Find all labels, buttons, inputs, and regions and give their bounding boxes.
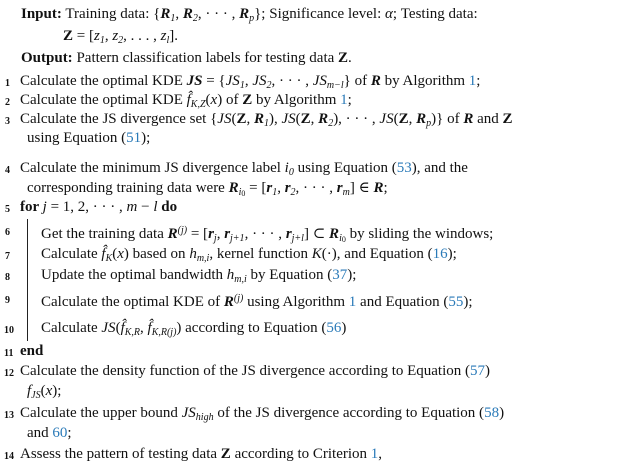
line-text (41, 294, 473, 310)
text-segment: = { (202, 73, 226, 89)
text-segment: Calculate the optimal KDE (20, 73, 187, 89)
text-segment: by Algorithm (380, 73, 469, 89)
text-segment: }; Significance level: (254, 6, 386, 22)
text-segment: JS (281, 111, 296, 127)
text-segment: Z (63, 28, 74, 44)
line-text (27, 130, 150, 146)
text-segment: )} of (431, 111, 464, 127)
text-segment: = [ (187, 226, 209, 242)
text-segment: end (20, 343, 44, 359)
reference-link[interactable]: 53 (396, 160, 412, 176)
text-segment: , · · · , (271, 73, 313, 89)
text-segment: using Algorithm (243, 294, 349, 310)
text-segment: r (224, 226, 231, 242)
text-segment: R (167, 226, 178, 242)
text-segment: p (249, 13, 255, 24)
text-segment: , (408, 111, 417, 127)
text-segment: , (175, 6, 183, 22)
line-text (21, 6, 478, 22)
text-segment: z (160, 28, 167, 44)
algorithm-line-13-continuation (27, 425, 72, 442)
text-segment: do (157, 199, 178, 215)
text-segment: ( (231, 111, 237, 127)
algorithm-line-4 (5, 160, 468, 181)
text-segment: z (93, 28, 100, 44)
text-segment: ] ∈ (349, 180, 374, 196)
reference-link[interactable]: 58 (484, 405, 500, 421)
text-segment: α (385, 6, 393, 22)
text-segment: R (253, 111, 264, 127)
line-text (41, 320, 346, 336)
line-text (27, 383, 61, 399)
text-segment: , (378, 446, 383, 462)
text-segment: according to Criterion (230, 446, 371, 462)
text-segment: 0 (341, 235, 346, 244)
text-segment: 1 (272, 187, 278, 198)
text-segment: r (336, 180, 343, 196)
text-segment: Update the optimal bandwidth (41, 267, 227, 283)
line-number: 8 (5, 272, 10, 283)
text-segment: Output: (21, 50, 73, 66)
text-segment: (j) (233, 293, 244, 304)
text-segment: ] ⊂ (303, 226, 330, 242)
text-segment: ); (141, 130, 151, 146)
text-segment: Calculate the density function of the JS divergence according to Equation ( (20, 363, 471, 379)
text-segment: f̂ (101, 246, 106, 262)
text-segment: and (27, 425, 53, 441)
text-segment: JS (101, 320, 116, 336)
text-segment: Z (502, 111, 513, 127)
algorithm-line-3-continuation (27, 130, 150, 147)
text-segment: , (140, 320, 148, 336)
text-segment: 0 (288, 167, 294, 178)
text-segment: , (104, 28, 113, 44)
text-segment: 2 (290, 187, 296, 198)
algorithm-input-continuation (63, 28, 178, 49)
text-segment: m (342, 187, 350, 198)
text-segment: 1 (239, 80, 245, 91)
text-segment: JS (312, 73, 327, 89)
text-segment: (·), and Equation ( (321, 246, 433, 262)
line-number: 10 (4, 325, 14, 336)
algorithm-line-3 (5, 111, 513, 132)
text-segment: ]. (169, 28, 179, 44)
text-segment: j+1 (230, 233, 245, 244)
line-number: 9 (5, 295, 10, 306)
text-segment: JS (217, 111, 232, 127)
text-segment: ); (447, 246, 457, 262)
text-segment: f̂ (186, 92, 191, 108)
line-text (20, 92, 352, 108)
text-segment: ) (499, 405, 505, 421)
reference-link[interactable]: 1 (370, 446, 379, 462)
text-segment: using Equation ( (27, 130, 127, 146)
text-segment: i (284, 160, 289, 176)
text-segment: R (370, 73, 381, 89)
line-text (20, 446, 382, 462)
text-segment: f (27, 383, 32, 399)
line-text (20, 111, 513, 127)
line-number: 2 (5, 97, 10, 108)
text-segment: ); (347, 267, 357, 283)
text-segment: ; (67, 425, 72, 441)
text-segment: Get the training data (41, 226, 168, 242)
algorithm-line-12-continuation (27, 383, 61, 404)
text-segment: 2 (192, 13, 198, 24)
text-segment: by Equation ( (246, 267, 333, 283)
reference-link[interactable]: 51 (126, 130, 142, 146)
line-number: 4 (5, 165, 10, 176)
text-segment: , · · · , (197, 6, 240, 22)
text-segment: , (277, 180, 285, 196)
text-segment: Calculate the optimal KDE of (41, 294, 224, 310)
text-segment: , (310, 111, 319, 127)
line-text (20, 363, 490, 379)
text-segment: K,R(j) (151, 327, 177, 338)
algorithm-output (21, 50, 352, 67)
line-number: 13 (4, 410, 14, 421)
text-segment: ; (476, 73, 481, 89)
text-segment: ; (383, 180, 388, 196)
text-segment: ( (115, 320, 121, 336)
text-segment: z (112, 28, 119, 44)
algorithm-line-1 (5, 73, 481, 94)
text-segment: Calculate (41, 320, 102, 336)
text-segment: 2 (118, 35, 124, 46)
text-segment: ; Testing data: (392, 6, 478, 22)
text-segment: Z (300, 111, 311, 127)
text-segment: (j) (177, 225, 188, 236)
text-segment: of the JS divergence according to Equation ( (213, 405, 485, 421)
text-segment: K (311, 246, 322, 262)
line-number: 1 (5, 78, 10, 89)
line-text (63, 28, 178, 44)
algorithm-input (21, 6, 478, 27)
reference-link[interactable]: 37 (332, 267, 348, 283)
text-segment: ) of (217, 92, 243, 108)
reference-link[interactable]: 55 (448, 294, 464, 310)
text-segment: ( (393, 111, 399, 127)
reference-link[interactable]: 1 (340, 92, 348, 108)
text-segment: Calculate the upper bound (20, 405, 182, 421)
algorithm-line-7 (5, 246, 457, 267)
text-segment: K,R (124, 327, 141, 338)
text-segment: j (213, 233, 217, 244)
text-segment: K,Z (190, 99, 206, 110)
text-segment: JS (252, 73, 267, 89)
text-segment: ); (463, 294, 473, 310)
reference-link[interactable]: 57 (470, 363, 486, 379)
text-segment: for (20, 199, 43, 215)
text-segment: R (228, 180, 239, 196)
line-text (27, 180, 388, 196)
text-segment: R (416, 111, 427, 127)
text-segment: x (45, 383, 53, 399)
text-segment: m (126, 199, 138, 215)
line-text (20, 199, 177, 215)
text-segment: f̂ (147, 320, 152, 336)
text-segment: , (216, 226, 225, 242)
line-text (20, 73, 480, 89)
line-text (20, 343, 43, 359)
algorithm-line-8 (5, 267, 357, 288)
line-number: 7 (5, 251, 10, 262)
text-segment: m,i (196, 253, 210, 264)
text-segment: by sliding the windows; (345, 226, 494, 242)
text-segment: JS (225, 73, 240, 89)
algorithm-line-14 (4, 446, 383, 463)
text-segment: . (348, 50, 352, 66)
text-segment: h (189, 246, 197, 262)
text-segment: Assess the pattern of testing data (20, 446, 221, 462)
text-segment: R (329, 226, 340, 242)
text-segment: Calculate the JS divergence set { (20, 111, 218, 127)
algorithm-line-11 (4, 343, 44, 360)
algorithm-line-9 (5, 290, 473, 311)
text-segment: 1 (99, 35, 105, 46)
text-segment: x (210, 92, 218, 108)
algorithm-line-5 (5, 199, 178, 216)
algorithm-line-10 (4, 320, 347, 341)
text-segment: ), and the (411, 160, 468, 176)
line-number: 3 (5, 116, 10, 127)
text-segment: r (266, 180, 273, 196)
text-segment: x (117, 246, 124, 262)
text-segment: and (473, 111, 503, 127)
text-segment: j (42, 199, 47, 215)
algorithm-line-2 (5, 92, 352, 113)
text-segment: i (238, 187, 242, 198)
text-segment: ) based on (123, 246, 190, 262)
text-segment: Z (398, 111, 409, 127)
text-segment: ( (112, 246, 118, 262)
reference-link[interactable]: 1 (468, 73, 477, 89)
text-segment: , · · · , (244, 226, 286, 242)
algorithm-line-12 (4, 363, 491, 380)
line-text (21, 50, 352, 66)
reference-link[interactable]: 60 (52, 425, 68, 441)
text-segment: m,i (234, 274, 247, 285)
text-segment: 1 (263, 118, 269, 129)
text-segment: using Equation ( (293, 160, 397, 176)
line-text (41, 267, 356, 283)
text-segment: r (284, 180, 291, 196)
text-segment: = [ (245, 180, 267, 196)
reference-link[interactable]: 1 (348, 294, 357, 310)
text-segment: = [ (73, 28, 94, 44)
text-segment: ( (295, 111, 301, 127)
text-segment: K (105, 253, 113, 264)
text-segment: R (463, 111, 474, 127)
text-segment: Pattern classification labels for testing data (72, 50, 339, 66)
text-segment: , · · · , (295, 180, 337, 196)
line-text (27, 425, 72, 441)
text-segment: Input: (21, 6, 62, 22)
line-number: 6 (5, 227, 10, 238)
text-segment: ; (347, 92, 352, 108)
text-segment: j+l (291, 233, 304, 244)
line-number: 11 (4, 348, 14, 359)
text-segment: l (166, 35, 170, 46)
reference-link[interactable]: 56 (326, 320, 342, 336)
text-segment: corresponding training data were (27, 180, 229, 196)
text-segment: ( (205, 92, 211, 108)
text-segment: ) (485, 363, 491, 379)
text-segment: R (182, 6, 193, 22)
text-segment: Z (242, 92, 253, 108)
text-segment: R (160, 6, 171, 22)
text-segment: l (153, 199, 158, 215)
line-text (20, 405, 504, 421)
algorithm-line-6 (5, 222, 494, 248)
text-segment: − (137, 199, 154, 215)
text-segment: Z (338, 50, 349, 66)
text-segment: Calculate the minimum JS divergence label (20, 160, 285, 176)
text-segment: Calculate (41, 246, 102, 262)
text-segment: ), · · · , (333, 111, 380, 127)
loop-body-bar (27, 219, 28, 341)
text-segment: m−l (326, 80, 344, 91)
line-text (41, 246, 457, 262)
text-segment: r (208, 226, 214, 242)
line-text (41, 226, 493, 242)
text-segment: R (223, 294, 234, 310)
line-text (20, 160, 468, 176)
text-segment: h (226, 267, 235, 283)
text-segment: , . . . , (123, 28, 161, 44)
text-segment: ), (268, 111, 282, 127)
text-segment: ); (52, 383, 62, 399)
text-segment: } of (343, 73, 371, 89)
text-segment: 2 (328, 118, 334, 129)
text-segment: 0 (241, 189, 246, 198)
text-segment: JS (31, 390, 41, 401)
text-segment: R (373, 180, 384, 196)
text-segment: f̂ (120, 320, 125, 336)
text-segment: i (339, 233, 342, 244)
line-number: 14 (4, 451, 14, 462)
line-number: 12 (4, 368, 14, 379)
text-segment: Calculate the optimal KDE (20, 92, 187, 108)
text-segment: JS (379, 111, 394, 127)
text-segment: Training data: { (61, 6, 161, 22)
text-segment: p (426, 118, 432, 129)
text-segment: r (285, 226, 292, 242)
text-segment: Z (220, 446, 231, 462)
text-segment: = 1, 2, · · · , (46, 199, 127, 215)
text-segment: , kernel function (209, 246, 312, 262)
reference-link[interactable]: 16 (432, 246, 448, 262)
text-segment: R (239, 6, 250, 22)
text-segment: , (244, 73, 253, 89)
text-segment: Z (236, 111, 247, 127)
text-segment: by Algorithm (252, 92, 341, 108)
algorithm-line-13 (4, 405, 505, 426)
text-segment: high (195, 412, 214, 423)
text-segment: ) (341, 320, 347, 336)
line-number: 5 (5, 204, 10, 215)
text-segment: R (318, 111, 329, 127)
text-segment: JS (181, 405, 196, 421)
text-segment: JS (186, 73, 203, 89)
text-segment: , (246, 111, 254, 127)
text-segment: 1 (170, 13, 176, 24)
text-segment: 2 (266, 80, 272, 91)
text-segment: and Equation ( (356, 294, 449, 310)
text-segment: ( (40, 383, 46, 399)
text-segment: ) according to Equation ( (176, 320, 327, 336)
